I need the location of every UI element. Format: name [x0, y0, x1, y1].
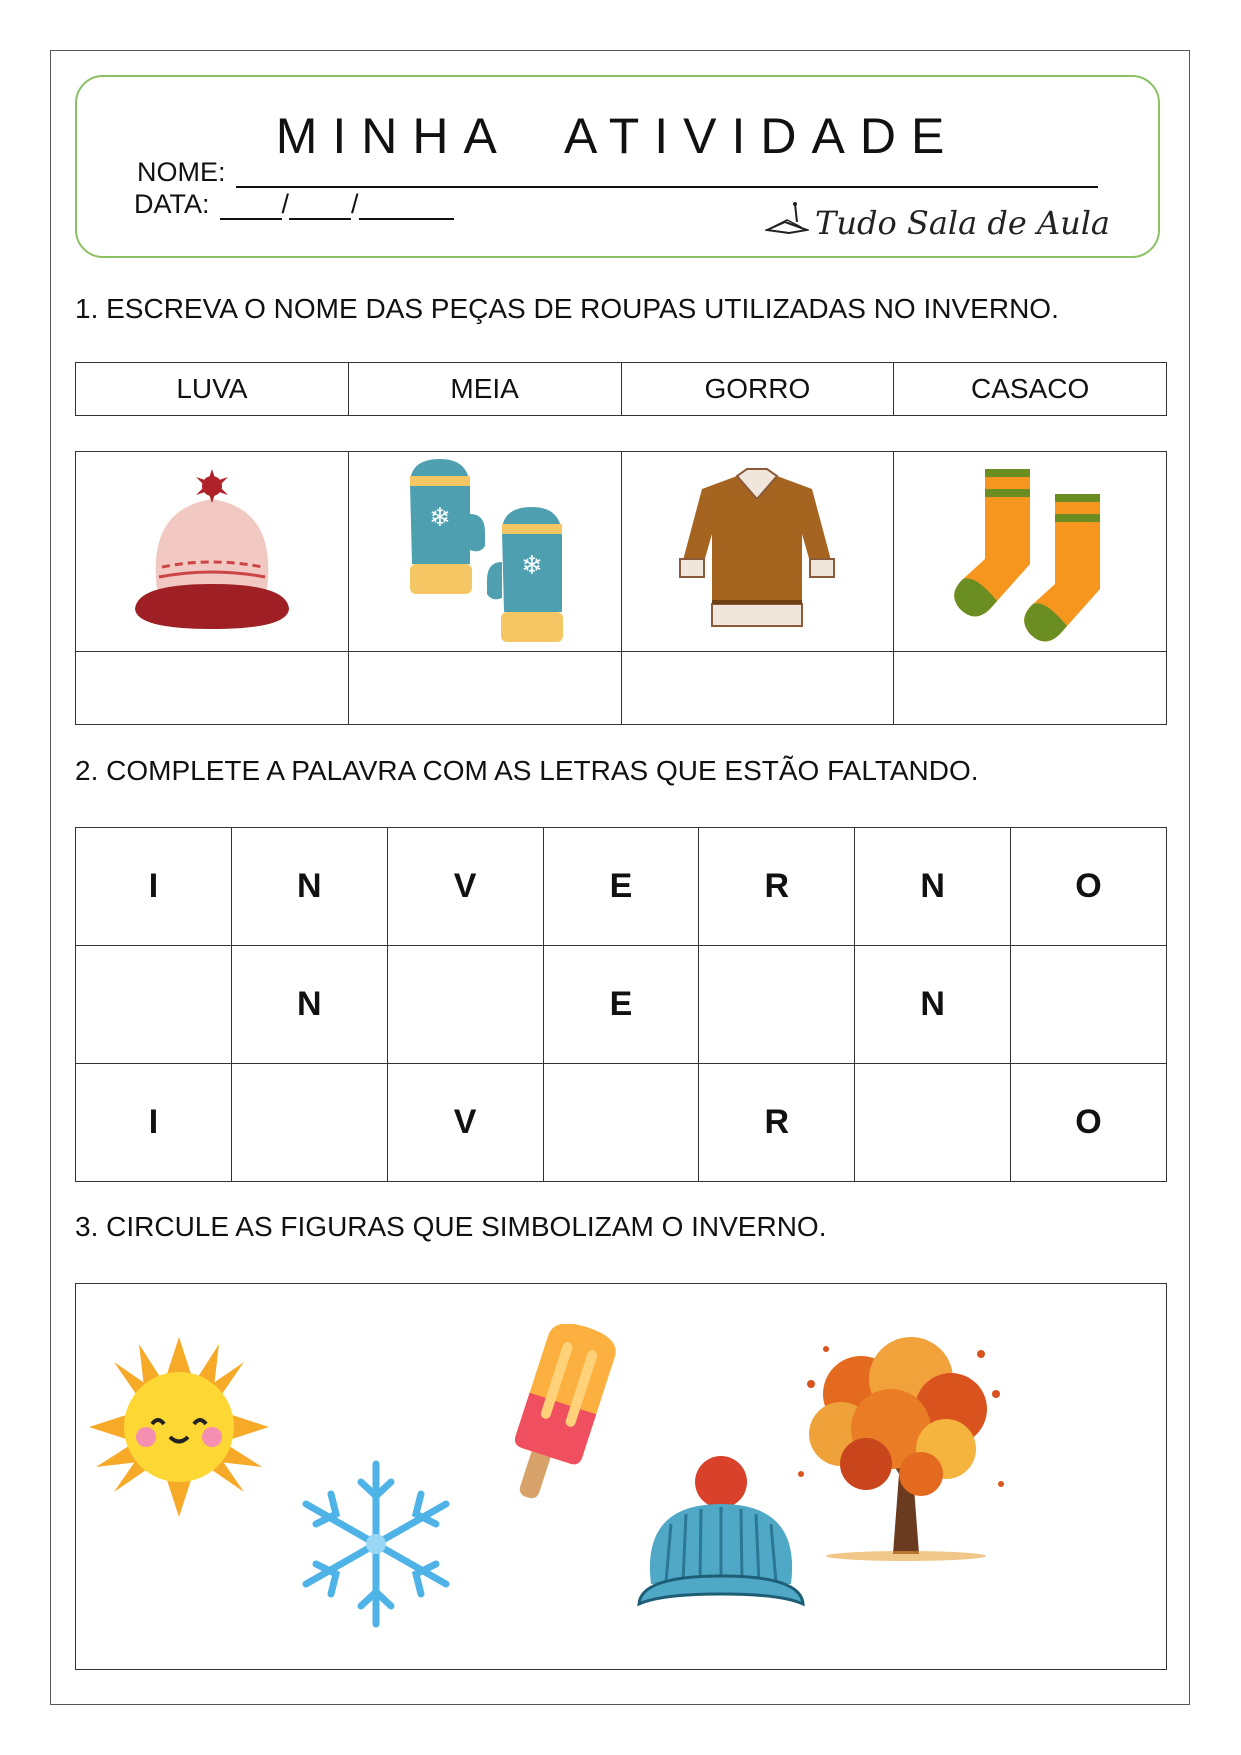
- pictures-table: [75, 451, 1167, 725]
- date-sep-2: /: [351, 189, 359, 219]
- word-cell: MEIA: [348, 363, 621, 416]
- letter-cell: N: [231, 946, 387, 1064]
- figures-box: [75, 1283, 1167, 1670]
- letter-blank-cell[interactable]: [231, 1064, 387, 1182]
- name-line[interactable]: [236, 158, 1098, 188]
- letter-cell: O: [1011, 1064, 1167, 1182]
- name-label: NOME:: [137, 157, 226, 187]
- answer-cell[interactable]: [76, 652, 349, 725]
- word-cell: CASACO: [894, 363, 1167, 416]
- word-cell: GORRO: [621, 363, 894, 416]
- socks-icon: [935, 454, 1125, 644]
- letter-cell: I: [76, 1064, 232, 1182]
- logo-text: Tudo Sala de Aula: [815, 204, 1110, 242]
- snowflake-icon[interactable]: [291, 1454, 461, 1634]
- letter-cell: E: [543, 828, 699, 946]
- picture-cell: [621, 452, 894, 652]
- sweater-icon: [662, 454, 852, 644]
- letter-cell: E: [543, 946, 699, 1064]
- word-cell: LUVA: [76, 363, 349, 416]
- letter-cell: I: [76, 828, 232, 946]
- date-sep-1: /: [281, 189, 290, 219]
- words-table: [75, 362, 1167, 416]
- svg-text:❄: ❄: [428, 503, 451, 533]
- picture-cell: [76, 452, 349, 652]
- autumn-tree-icon[interactable]: [781, 1324, 1021, 1564]
- logo: [765, 200, 1110, 242]
- beanie-icon: [117, 459, 307, 639]
- letter-blank-cell[interactable]: [699, 946, 855, 1064]
- letters-row: [76, 946, 1167, 1064]
- letter-cell: V: [387, 828, 543, 946]
- letter-cell: N: [855, 828, 1011, 946]
- letter-cell: V: [387, 1064, 543, 1182]
- date-month-line[interactable]: [289, 192, 351, 220]
- date-day-line[interactable]: [220, 192, 282, 220]
- date-field[interactable]: [134, 189, 454, 220]
- svg-text:❄: ❄: [520, 551, 543, 581]
- letters-row: [76, 1064, 1167, 1182]
- letter-blank-cell[interactable]: [543, 1064, 699, 1182]
- date-year-line[interactable]: [359, 192, 454, 220]
- pompom: [695, 1456, 747, 1508]
- answer-cell[interactable]: [894, 652, 1167, 725]
- name-field[interactable]: [137, 157, 1098, 188]
- picture-cell: [348, 452, 621, 652]
- letter-blank-cell[interactable]: [387, 946, 543, 1064]
- letter-blank-cell[interactable]: [855, 1064, 1011, 1182]
- letters-row: [76, 828, 1167, 946]
- letter-blank-cell[interactable]: [1011, 946, 1167, 1064]
- letters-table: [75, 827, 1167, 1182]
- answer-cell[interactable]: [348, 652, 621, 725]
- date-label: DATA:: [134, 189, 210, 219]
- letter-cell: R: [699, 828, 855, 946]
- page-title: MINHA ATIVIDADE: [275, 108, 960, 164]
- popsicle-icon[interactable]: [506, 1324, 626, 1509]
- letter-blank-cell[interactable]: [76, 946, 232, 1064]
- picture-cell: [894, 452, 1167, 652]
- letter-cell: N: [855, 946, 1011, 1064]
- header-box: [75, 75, 1160, 258]
- mittens-icon: [390, 454, 580, 644]
- letter-cell: N: [231, 828, 387, 946]
- letter-cell: R: [699, 1064, 855, 1182]
- question-2-prompt: 2. COMPLETE A PALAVRA COM AS LETRAS QUE ESTÃO FALTANDO.: [75, 755, 979, 786]
- letter-cell: O: [1011, 828, 1167, 946]
- question-3-prompt: 3. CIRCULE AS FIGURAS QUE SIMBOLIZAM O INVERNO.: [75, 1211, 827, 1242]
- book-icon: [765, 200, 809, 242]
- sun-icon[interactable]: [84, 1332, 274, 1522]
- answer-cell[interactable]: [621, 652, 894, 725]
- question-1-prompt: 1. ESCREVA O NOME DAS PEÇAS DE ROUPAS UTILIZADAS NO INVERNO.: [75, 293, 1059, 324]
